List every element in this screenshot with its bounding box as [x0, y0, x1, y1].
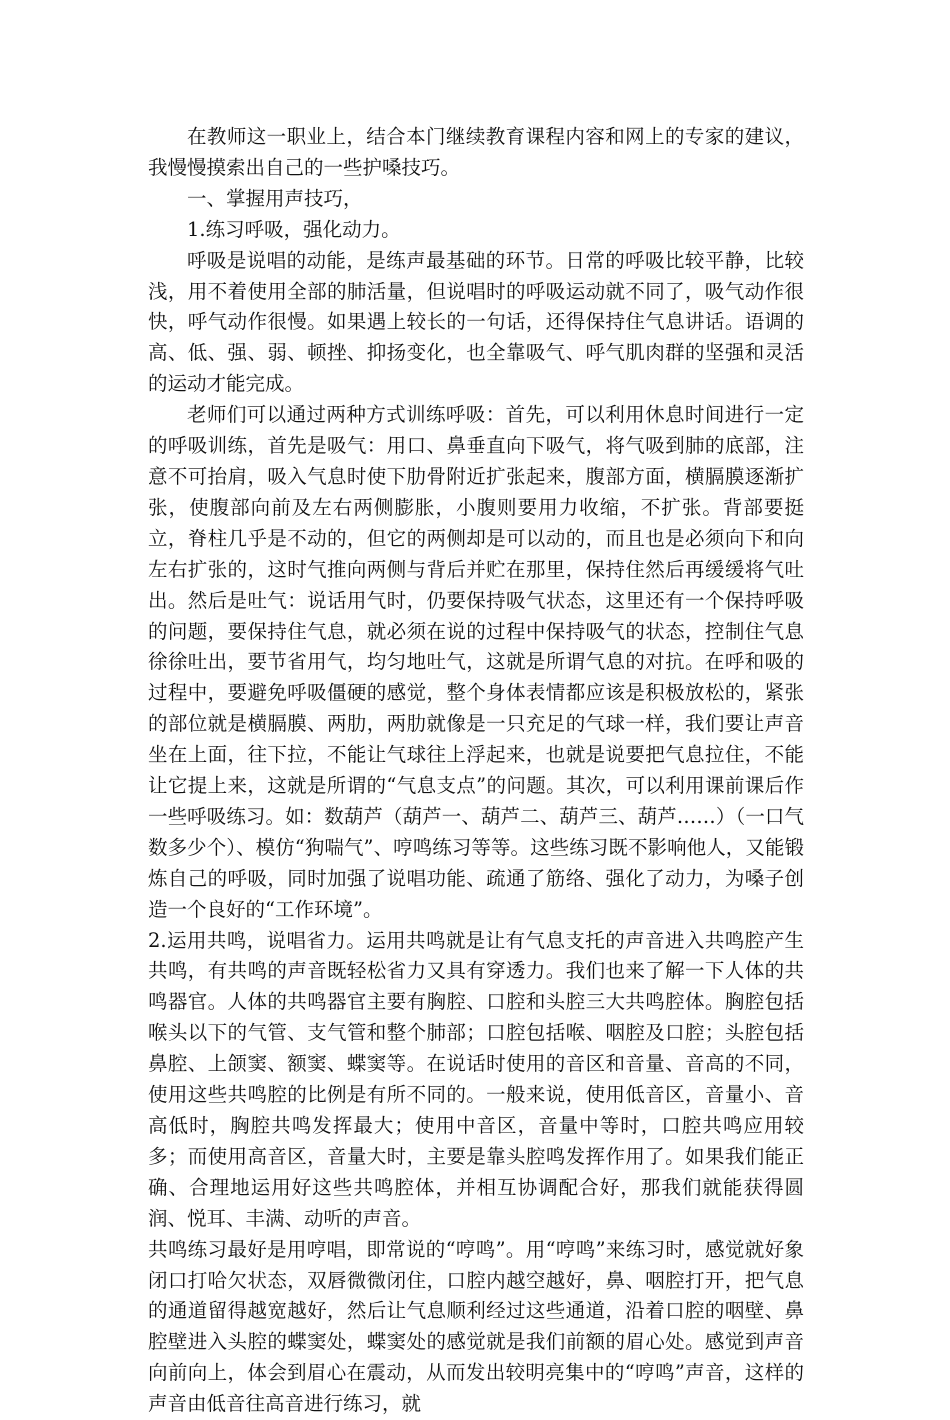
intro-paragraph: 在教师这一职业上，结合本门继续教育课程内容和网上的专家的建议，我慢慢摸索出自己的一些护嗓技巧。: [148, 125, 804, 179]
document-page: [148, 122, 804, 1420]
body-paragraph: 呼吸是说唱的动能，是练声最基础的环节。日常的呼吸比较平静，比较浅，用不着使用全部的肺活量，但说唱时的呼吸运动就不同了，吸气动作很快，呼气动作很慢。如果遇上较长的一句话，还得保持住气息讲话。语调的高、低、强、弱、顿挫、抑扬变化，也全靠吸气、呼气肌肉群的坚强和灵活的运动才能完成。: [148, 248, 804, 396]
subsection-heading: 1.练习呼吸，强化动力。: [187, 217, 401, 241]
body-paragraph: 2.运用共鸣，说唱省力。运用共鸣就是让有气息支托的声音进入共鸣腔产生共鸣，有共鸣的声音既轻松省力又具有穿透力。我们也来了解一下人体的共鸣器官。人体的共鸣器官主要有胸腔、口腔和头腔三大共鸣腔体。胸腔包括喉头以下的气管、支气管和整个肺部；口腔包括喉、咽腔及口腔；头腔包括鼻腔、上颌窦、额窦、蝶窦等。在说话时使用的音区和音量、音高的不同，使用这些共鸣腔的比例是有所不同的。一般来说，使用低音区，音量小、音高低时，胸腔共鸣发挥最大；使用中音区，音量中等时，口腔共鸣应用较多；而使用高音区，音量大时，主要是靠头腔鸣发挥作用了。如果我们能正确、合理地运用好这些共鸣腔体，并相互协调配合好，那我们就能获得圆润、悦耳、丰满、动听的声音。: [148, 928, 804, 1230]
section-heading: 一、掌握用声技巧，: [187, 186, 363, 210]
body-paragraph: 共鸣练习最好是用哼唱，即常说的“哼鸣”。用“哼鸣”来练习时，感觉就好象闭口打哈欠状态，双唇微微闭住，口腔内越空越好，鼻、咽腔打开，把气息的通道留得越宽越好，然后让气息顺利经过这些通道，沿着口腔的咽壁、鼻腔壁进入头腔的蝶窦处，蝶窦处的感觉就是我们前额的眉心处。感觉到声音向前向上，体会到眉心在震动，从而发出较明亮集中的“哼鸣”声音，这样的声音由低音往高音进行练习，就: [148, 1237, 804, 1416]
body-paragraph: 老师们可以通过两种方式训练呼吸：首先，可以利用休息时间进行一定的呼吸训练，首先是吸气：用口、鼻垂直向下吸气，将气吸到肺的底部，注意不可抬肩，吸入气息时使下肋骨附近扩张起来，腹部方面，横膈膜逐渐扩张，使腹部向前及左右两侧膨胀，小腹则要用力收缩，不扩张。背部要挺立，脊柱几乎是不动的，但它的两侧却是可以动的，而且也是必须向下和向左右扩张的，这时气推向两侧与背后并贮在那里，保持住然后再缓缓将气吐出。然后是吐气：说话用气时，仍要保持吸气状态，这里还有一个保持呼吸的问题，要保持住气息，就必须在说的过程中保持吸气的状态，控制住气息徐徐吐出，要节省用气，均匀地吐气，这就是所谓气息的对抗。在呼和吸的过程中，要避免呼吸僵硬的感觉，整个身体表情都应该是积极放松的，紧张的部位就是横膈膜、两肋，两肋就像是一只充足的气球一样，我们要让声音坐在上面，往下拉，不能让气球往上浮起来，也就是说要把气息拉住，不能让它提上来，这就是所谓的“气息支点”的问题。其次，可以利用课前课后作一些呼吸练习。如：数葫芦（葫芦一、葫芦二、葫芦三、葫芦……）（一口气数多少个）、模仿“狗喘气”、哼鸣练习等等。这些练习既不影响他人，又能锻炼自己的呼吸，同时加强了说唱功能、疏通了筋络、强化了动力，为嗓子创造一个良好的“工作环境”。: [148, 403, 804, 921]
